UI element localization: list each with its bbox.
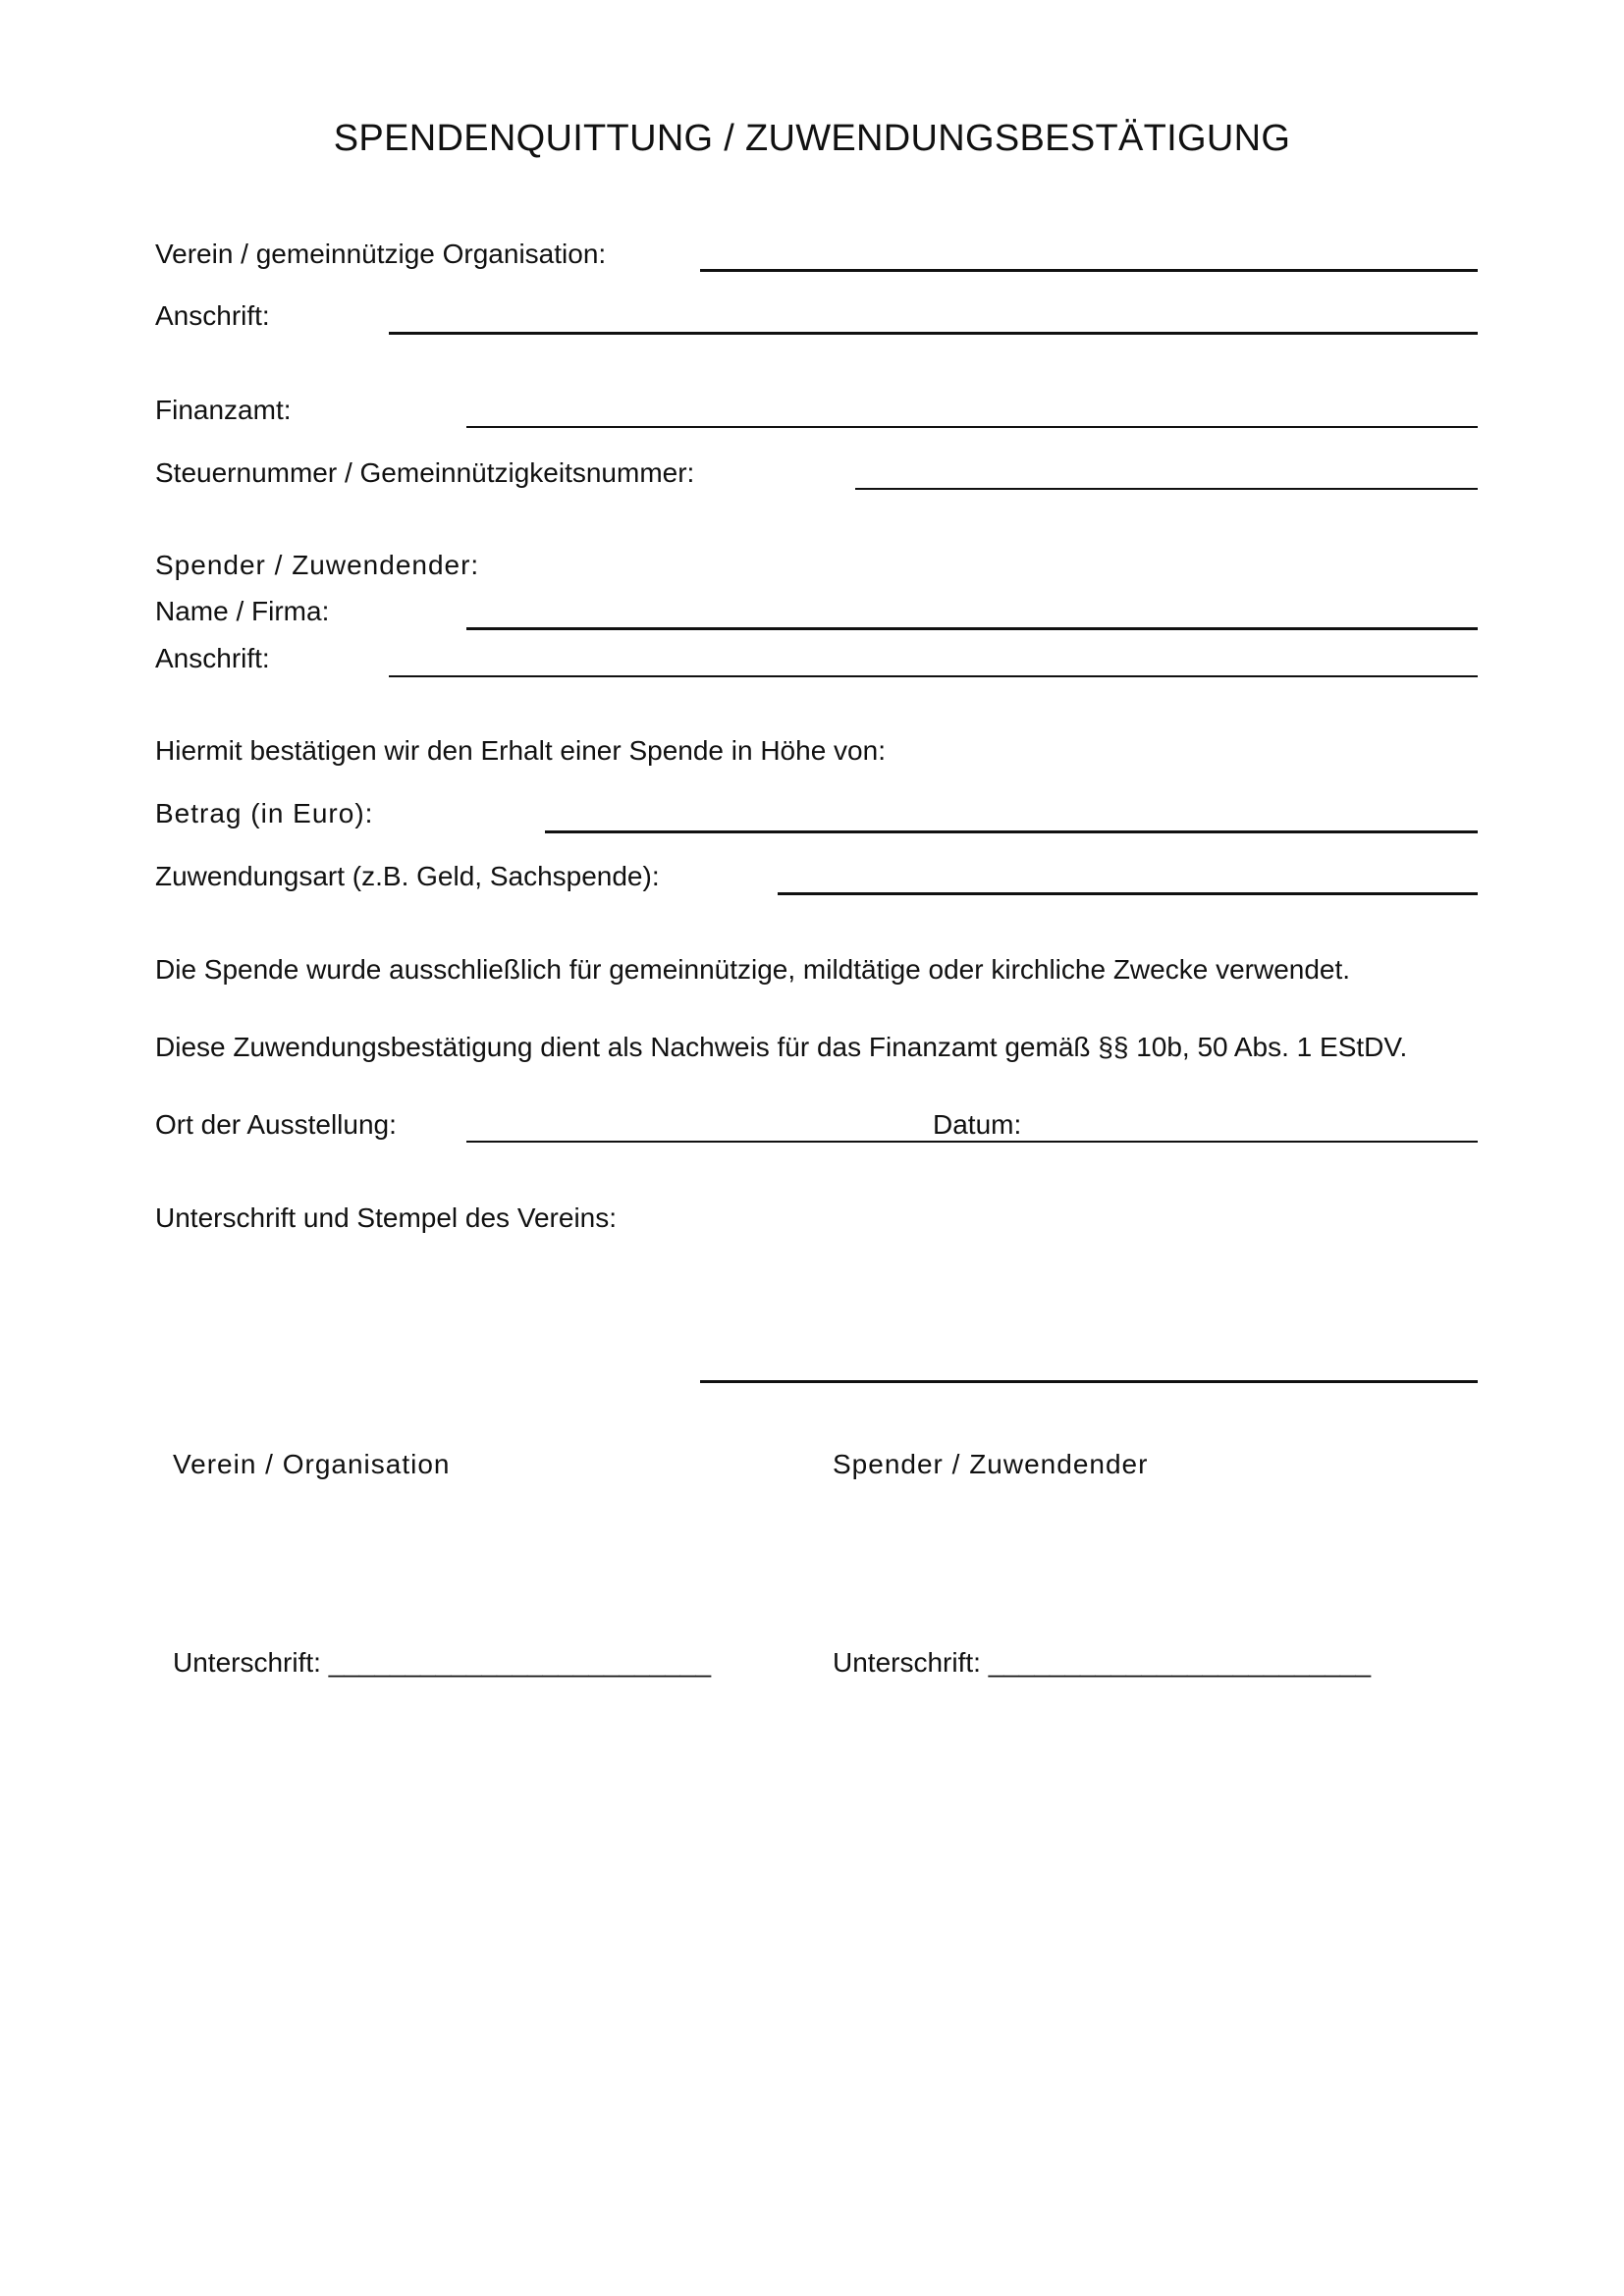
tax-office-field[interactable]: [466, 426, 1478, 428]
donor-heading: Spender / Zuwendender:: [155, 550, 480, 580]
purpose-statement: Die Spende wurde ausschließlich für gemeinnützige, mildtätige oder kirchliche Zwecke verwendet.: [155, 954, 1351, 985]
donor-signature-field[interactable]: Unterschrift: _________________________: [833, 1647, 1372, 1678]
stamp-label: Unterschrift und Stempel des Vereins:: [155, 1202, 618, 1233]
donor-address-field[interactable]: [389, 675, 1478, 677]
organisation-signature-field[interactable]: Unterschrift: _________________________: [173, 1647, 712, 1678]
tax-office-label: Finanzamt:: [155, 395, 292, 425]
issue-date-label: Datum:: [933, 1109, 1022, 1140]
organisation-signature-heading: Verein / Organisation: [173, 1449, 451, 1479]
donor-name-field[interactable]: [466, 627, 1478, 630]
amount-label: Betrag (in Euro):: [155, 798, 374, 828]
amount-field[interactable]: [545, 830, 1478, 833]
place-date-field[interactable]: [466, 1141, 1478, 1143]
donor-address-label: Anschrift:: [155, 643, 270, 673]
donation-type-field[interactable]: [778, 892, 1478, 895]
tax-number-field[interactable]: [855, 488, 1478, 490]
organisation-name-field[interactable]: [700, 269, 1478, 272]
organisation-address-label: Anschrift:: [155, 300, 270, 331]
donation-type-label: Zuwendungsart (z.B. Geld, Sachspende):: [155, 861, 660, 891]
page-title: SPENDENQUITTUNG / ZUWENDUNGSBESTÄTIGUNG: [333, 118, 1291, 159]
tax-number-label: Steuernummer / Gemeinnützigkeitsnummer:: [155, 457, 695, 488]
organisation-name-label: Verein / gemeinnützige Organisation:: [155, 239, 607, 269]
donor-name-label: Name / Firma:: [155, 596, 330, 626]
issue-place-label: Ort der Ausstellung:: [155, 1109, 397, 1140]
proof-statement: Diese Zuwendungsbestätigung dient als Nachweis für das Finanzamt gemäß §§ 10b, 50 Abs. 1 EStDV.: [155, 1032, 1408, 1062]
stamp-signature-field[interactable]: [700, 1380, 1478, 1383]
organisation-address-field[interactable]: [389, 332, 1478, 335]
donor-signature-heading: Spender / Zuwendender: [833, 1449, 1149, 1479]
donation-intro-text: Hiermit bestätigen wir den Erhalt einer Spende in Höhe von:: [155, 735, 886, 766]
